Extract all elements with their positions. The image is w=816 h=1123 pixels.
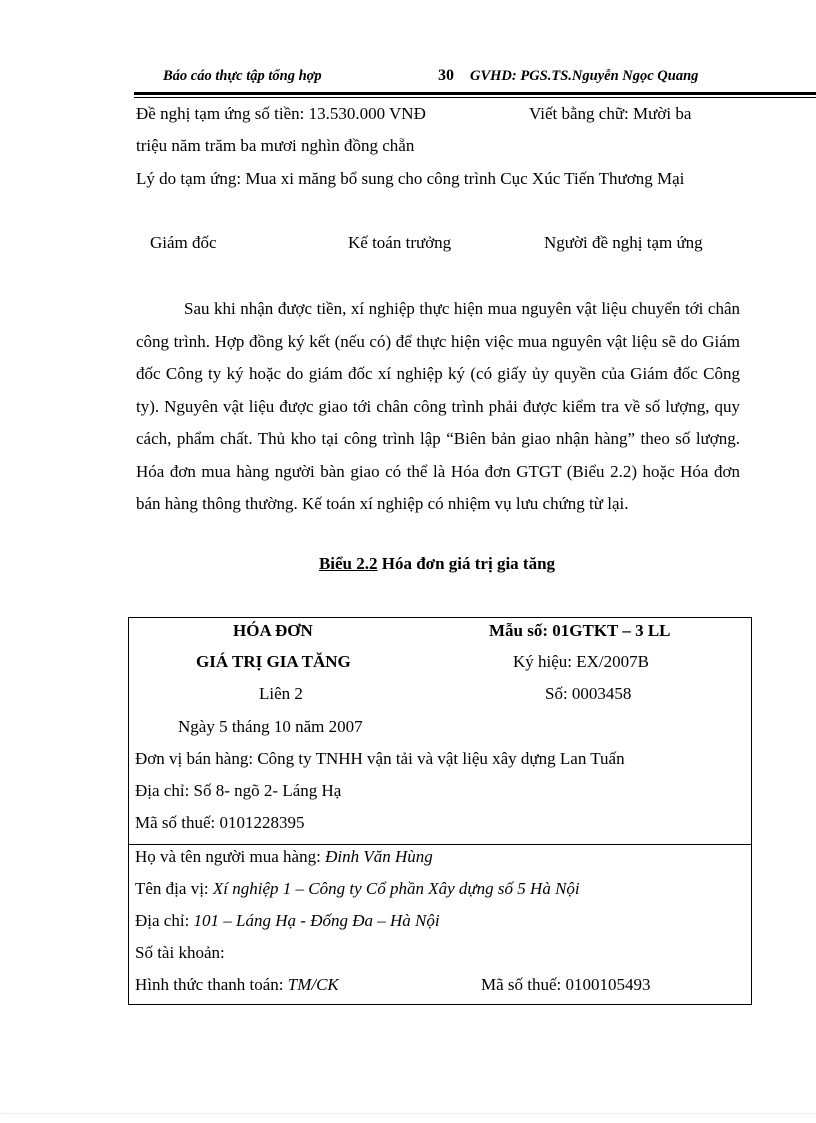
seller-address	[135, 781, 341, 801]
buyer-payment-value: TM/CK	[287, 975, 339, 994]
buyer-name	[135, 847, 433, 867]
invoice-symbol: Ký hiệu: EX/2007B	[513, 652, 649, 671]
page-header	[0, 0, 816, 100]
buyer-address-value: 101 – Láng Hạ - Đống Đa – Hà Nội	[193, 911, 440, 930]
header-rule-thin	[134, 97, 816, 98]
buyer-unit-label: Tên địa vị:	[135, 879, 209, 898]
advance-reason: Lý do tạm ứng: Mua xi măng bổ sung cho công trình Cục Xúc Tiến Thương Mại	[136, 169, 685, 188]
seller-address-value: Số 8- ngõ 2- Láng Hạ	[193, 781, 342, 800]
invoice-date: Ngày 5 tháng 10 năm 2007	[178, 717, 363, 736]
signature-chief-accountant: Kế toán trưởng	[348, 233, 452, 252]
invoice-subtitle: GIÁ TRỊ GIA TĂNG	[196, 652, 351, 671]
invoice-number: Số: 0003458	[545, 684, 632, 703]
seller-tax-code	[135, 813, 305, 833]
invoice-title: HÓA ĐƠN	[233, 621, 313, 640]
caption-title: Hóa đơn giá trị gia tăng	[377, 554, 556, 573]
seller-unit-value: Công ty TNHH vận tải và vật liệu xây dựng Lan Tuấn	[257, 749, 625, 768]
caption-label: Biểu 2.2	[318, 554, 378, 573]
buyer-tax-value: 0100105493	[565, 975, 651, 994]
figure-caption	[0, 554, 816, 574]
invoice-box	[128, 617, 752, 1005]
page-number: 30	[438, 67, 454, 84]
buyer-payment	[135, 975, 339, 995]
buyer-unit	[135, 879, 580, 899]
signature-director: Giám đốc	[150, 233, 217, 252]
buyer-account: Số tài khoản:	[135, 943, 225, 962]
header-report-title: Báo cáo thực tập tổng hợp	[163, 68, 322, 84]
advance-amount: Đề nghị tạm ứng số tiền: 13.530.000 VNĐ	[136, 104, 426, 123]
buyer-name-label: Họ và tên người mua hàng:	[135, 847, 321, 866]
buyer-payment-label: Hình thức thanh toán:	[135, 975, 284, 994]
seller-tax-value: 0101228395	[219, 813, 305, 832]
buyer-unit-value: Xí nghiệp 1 – Công ty Cổ phần Xây dựng số 5 Hà Nội	[212, 879, 580, 898]
invoice-form-number: Mẫu số: 01GTKT – 3 LL	[489, 621, 671, 640]
header-rule-thick	[134, 92, 816, 95]
header-supervisor: GVHD: PGS.TS.Nguyễn Ngọc Quang	[470, 68, 699, 84]
seller-unit-label: Đơn vị bán hàng:	[135, 749, 254, 768]
body-paragraph	[136, 293, 740, 521]
seller-tax-label: Mã số thuế:	[135, 813, 216, 832]
buyer-address-label: Địa chỉ:	[135, 911, 190, 930]
buyer-tax-code	[481, 975, 651, 995]
body-paragraph-text: Sau khi nhận được tiền, xí nghiệp thực hiện mua nguyên vật liệu chuyển tới chân công trình. Hợp đồng ký kết (nếu có) để thực hiện việc mua nguyên vật liệu sẽ do Giám đốc Công ty ký hoặc do giám đốc xí nghiệp ký (có giấy ủy quyền của Giám đốc Công ty). Nguyên vật liệu được giao tới chân công trình phải được kiểm tra về số lượng, quy cách, phẩm chất. Thủ kho tại công trình lập “Biên bản giao nhận hàng” theo số lượng. Hóa đơn mua hàng người bàn giao có thể là Hóa đơn GTGT (Biểu 2.2) hoặc Hóa đơn bán hàng thông thường. Kế toán xí nghiệp có nhiệm vụ lưu chứng từ lại.	[136, 299, 740, 513]
advance-amount-words-label: Viết bằng chữ: Mười ba	[529, 104, 692, 123]
buyer-name-value: Đinh Văn Hùng	[325, 847, 433, 866]
buyer-tax-label: Mã số thuế:	[481, 975, 562, 994]
seller-address-label: Địa chỉ:	[135, 781, 190, 800]
invoice-divider	[129, 844, 751, 845]
signature-requester: Người đề nghị tạm ứng	[544, 233, 703, 252]
buyer-address	[135, 911, 440, 931]
seller-unit	[135, 749, 625, 769]
invoice-copy: Liên 2	[259, 684, 303, 703]
page-bottom-edge	[0, 1113, 816, 1114]
advance-amount-words: triệu năm trăm ba mươi nghìn đồng chẵn	[136, 136, 415, 155]
